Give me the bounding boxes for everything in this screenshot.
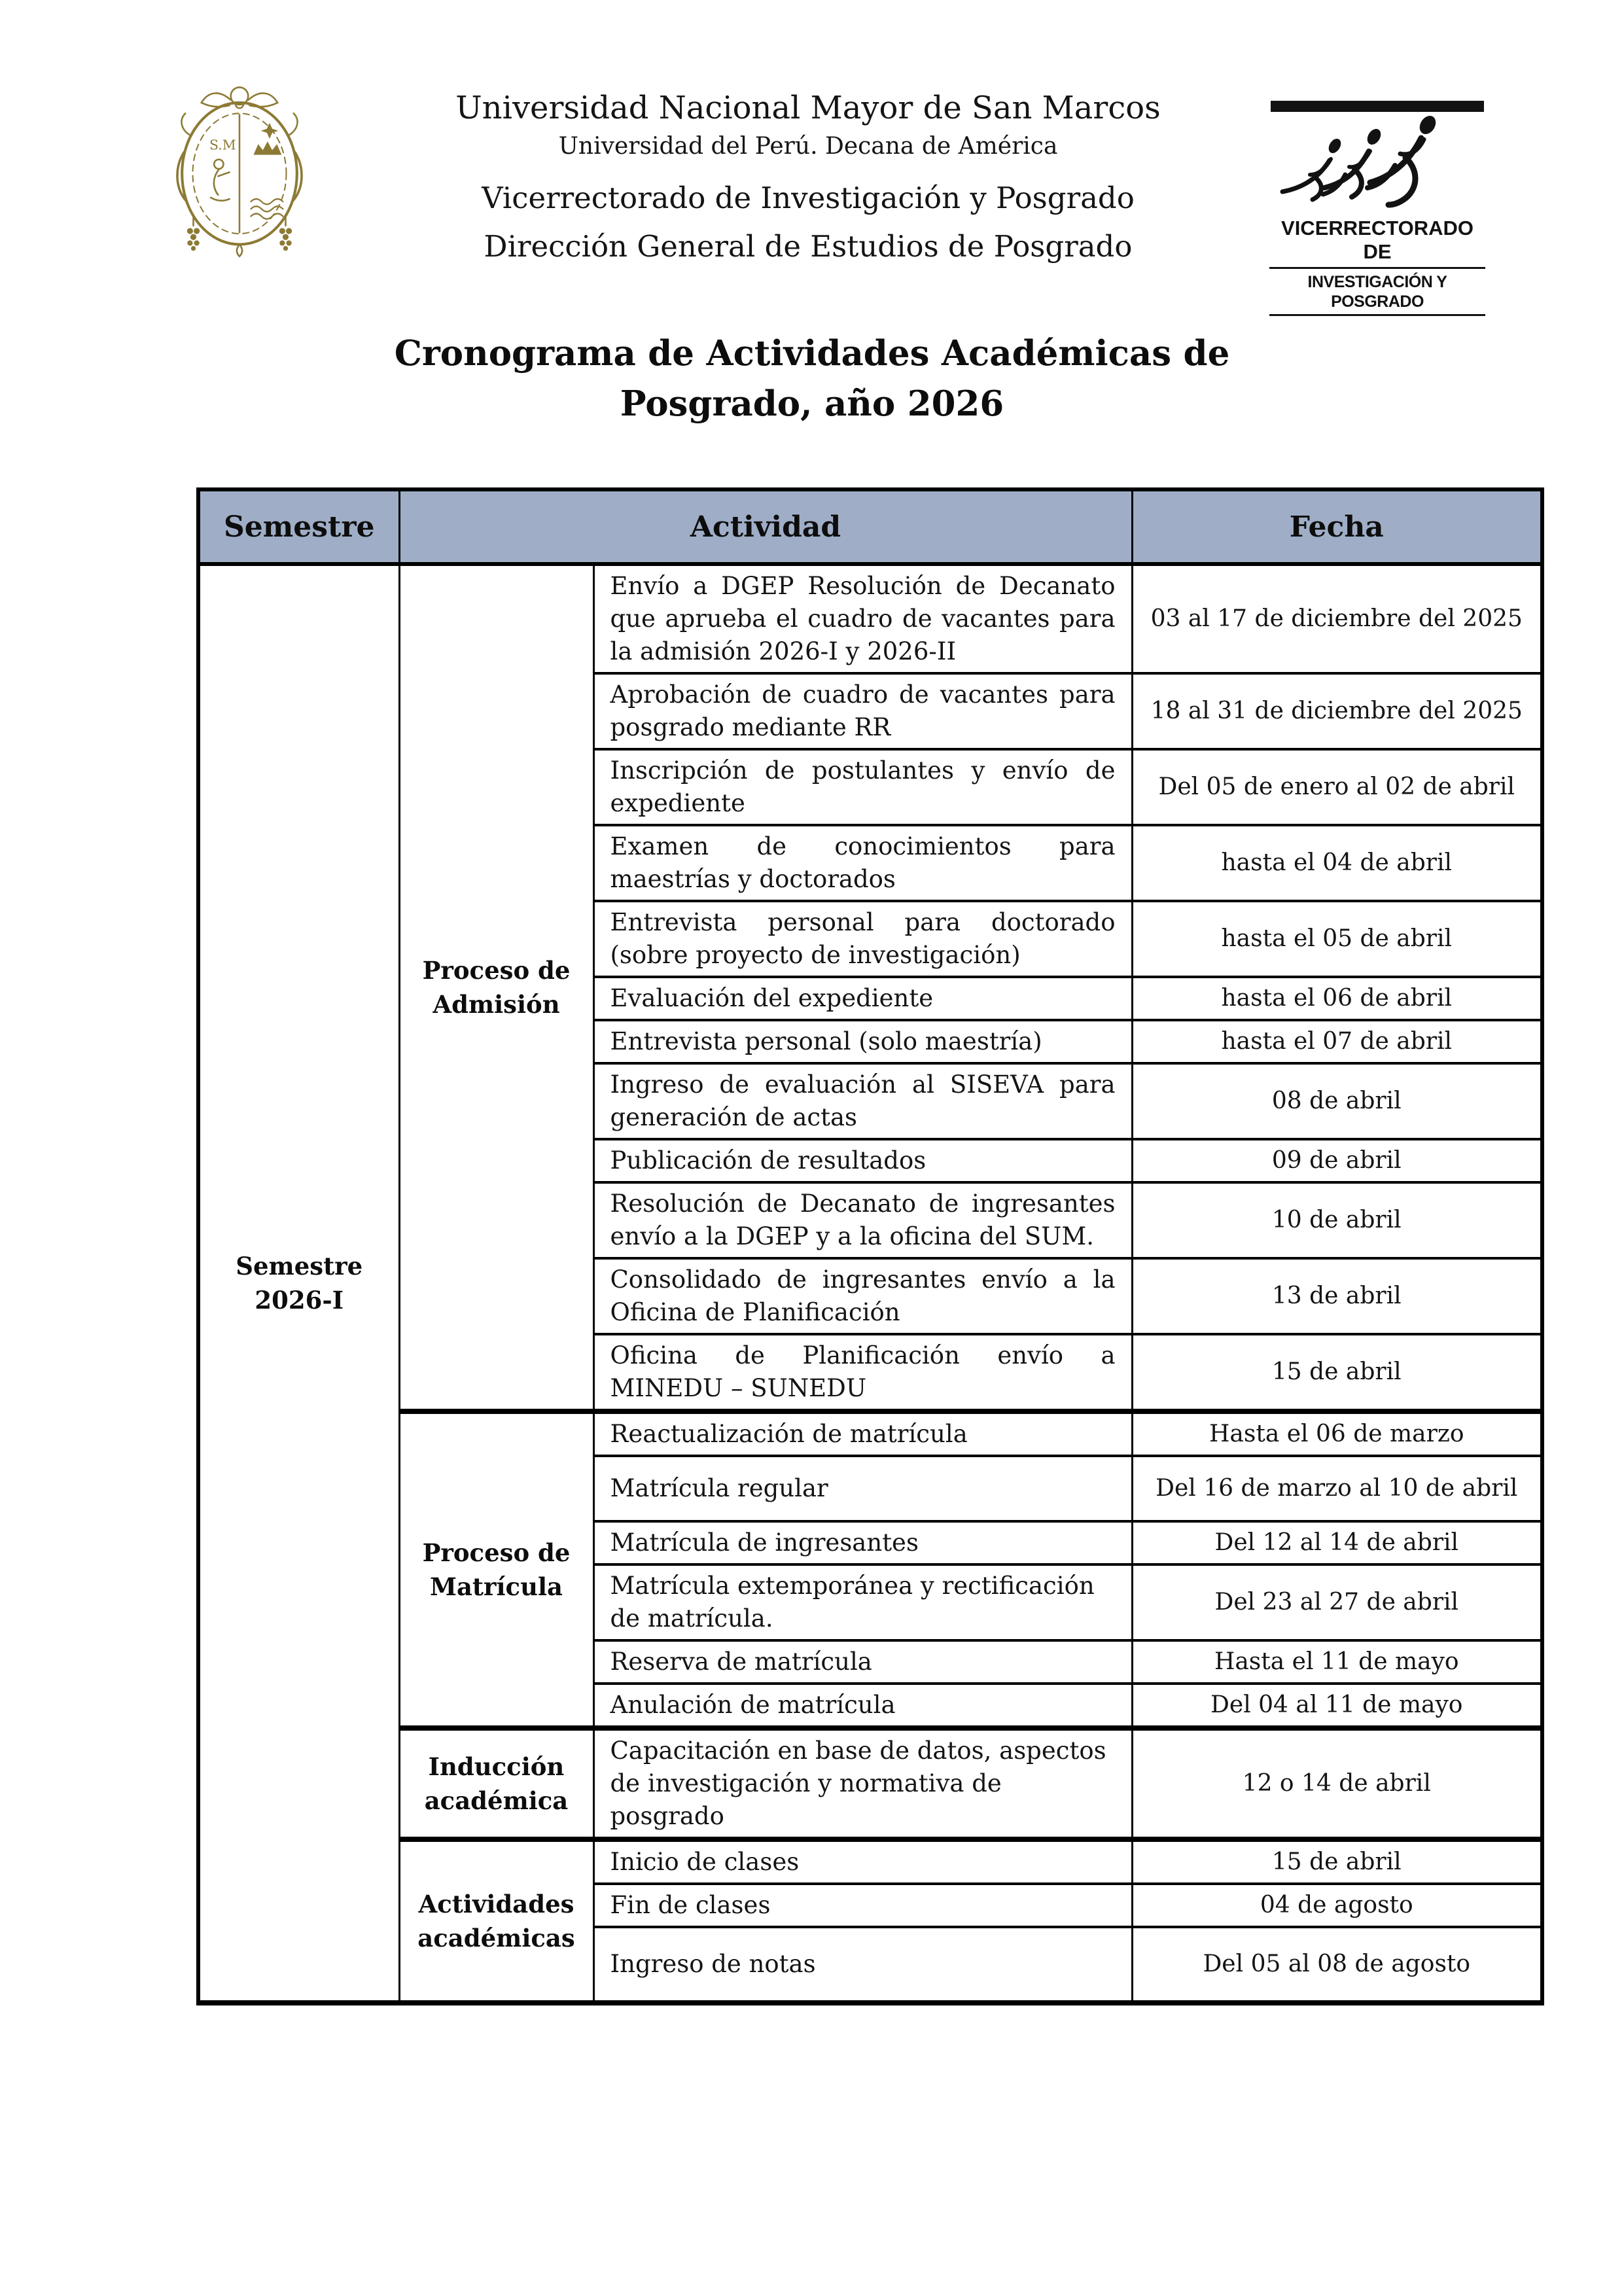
activity-cell: Matrícula extemporánea y rectificación de matrícula. [593,1564,1132,1640]
direccion-line: Dirección General de Estudios de Posgrado [484,229,1133,264]
date-cell: 10 de abril [1132,1182,1542,1258]
letterhead-text [310,73,1269,264]
date-cell: 04 de agosto [1132,1884,1542,1927]
activity-cell: Capacitación en base de datos, aspectos de investigación y normativa de posgrado [593,1728,1132,1839]
date-cell: hasta el 05 de abril [1132,901,1542,977]
activity-cell: Publicación de resultados [593,1139,1132,1182]
activity-cell: Inscripción de postulantes y envío de expediente [593,749,1132,825]
vrip-logo [1269,73,1485,316]
col-header-actividad: Actividad [399,489,1132,564]
vicerrectorado-line: Vicerrectorado de Investigación y Posgrado [482,181,1135,215]
date-cell: Hasta el 11 de mayo [1132,1640,1542,1684]
date-cell: 12 o 14 de abril [1132,1728,1542,1839]
date-cell: hasta el 07 de abril [1132,1020,1542,1063]
activity-cell: Oficina de Planificación envío a MINEDU – SUNEDU [593,1334,1132,1411]
logo-top-bar [1271,101,1484,112]
semester-cell: Semestre 2026-I [198,564,399,2003]
activity-cell: Aprobación de cuadro de vacantes para posgrado mediante RR [593,673,1132,749]
date-cell: 09 de abril [1132,1139,1542,1182]
date-cell: Del 16 de marzo al 10 de abril [1132,1456,1542,1521]
page-title-line1: Cronograma de Actividades Académicas de [394,333,1230,374]
category-cell-admision: Proceso de Admisión [399,564,593,1411]
activity-cell: Resolución de Decanato de ingresantes envío a la DGEP y a la oficina del SUM. [593,1182,1132,1258]
date-cell: hasta el 06 de abril [1132,977,1542,1020]
category-cell-induccion: Inducción académica [399,1728,593,1839]
date-cell: Del 04 al 11 de mayo [1132,1684,1542,1728]
activity-cell: Ingreso de evaluación al SISEVA para generación de actas [593,1063,1132,1139]
date-cell: Del 05 de enero al 02 de abril [1132,749,1542,825]
date-cell: 18 al 31 de diciembre del 2025 [1132,673,1542,749]
activity-cell: Matrícula regular [593,1456,1132,1521]
date-cell: Del 05 al 08 de agosto [1132,1927,1542,2003]
activity-cell: Reactualización de matrícula [593,1411,1132,1456]
table-header-row [198,489,1542,564]
date-cell: 03 al 17 de diciembre del 2025 [1132,564,1542,673]
activity-cell: Ingreso de notas [593,1927,1132,2003]
runners-icon [1272,113,1483,217]
schedule-table [196,487,1544,2005]
vrip-logo-line2: INVESTIGACIÓN Y POSGRADO [1269,269,1485,316]
activity-cell: Matrícula de ingresantes [593,1521,1132,1564]
document-header [169,73,1485,316]
activity-cell: Entrevista personal para doctorado (sobre proyecto de investigación) [593,901,1132,977]
page-title [0,328,1624,429]
date-cell: 15 de abril [1132,1839,1542,1884]
date-cell: Del 12 al 14 de abril [1132,1521,1542,1564]
category-cell-actividades: Actividades académicas [399,1839,593,2003]
svg-text:S.M: S.M [209,137,236,153]
col-header-fecha: Fecha [1132,489,1542,564]
date-cell: hasta el 04 de abril [1132,825,1542,901]
activity-cell: Envío a DGEP Resolución de Decanato que aprueba el cuadro de vacantes para la admisión 2026-I y 2026-II [593,564,1132,673]
activity-cell: Entrevista personal (solo maestría) [593,1020,1132,1063]
table-row [198,1728,1542,1839]
category-cell-matricula: Proceso de Matrícula [399,1411,593,1728]
col-header-semestre: Semestre [198,489,399,564]
date-cell: 13 de abril [1132,1258,1542,1334]
vrip-logo-line1: VICERRECTORADO DE [1269,217,1485,269]
activity-cell: Fin de clases [593,1884,1132,1927]
university-motto: Universidad del Perú. Decana de América [558,133,1058,160]
date-cell: 08 de abril [1132,1063,1542,1139]
activity-cell: Evaluación del expediente [593,977,1132,1020]
table-row [198,564,1542,673]
table-row [198,1839,1542,1884]
date-cell: Del 23 al 27 de abril [1132,1564,1542,1640]
page-title-line2: Posgrado, año 2026 [620,383,1004,424]
university-name: Universidad Nacional Mayor de San Marcos [455,90,1161,126]
activity-cell: Inicio de clases [593,1839,1132,1884]
activity-cell: Reserva de matrícula [593,1640,1132,1684]
date-cell: Hasta el 06 de marzo [1132,1411,1542,1456]
activity-cell: Examen de conocimientos para maestrías y doctorados [593,825,1132,901]
date-cell: 15 de abril [1132,1334,1542,1411]
activity-cell: Anulación de matrícula [593,1684,1132,1728]
activity-cell: Consolidado de ingresantes envío a la Oficina de Planificación [593,1258,1132,1334]
table-row [198,1411,1542,1456]
unmsm-seal-icon [169,73,310,260]
